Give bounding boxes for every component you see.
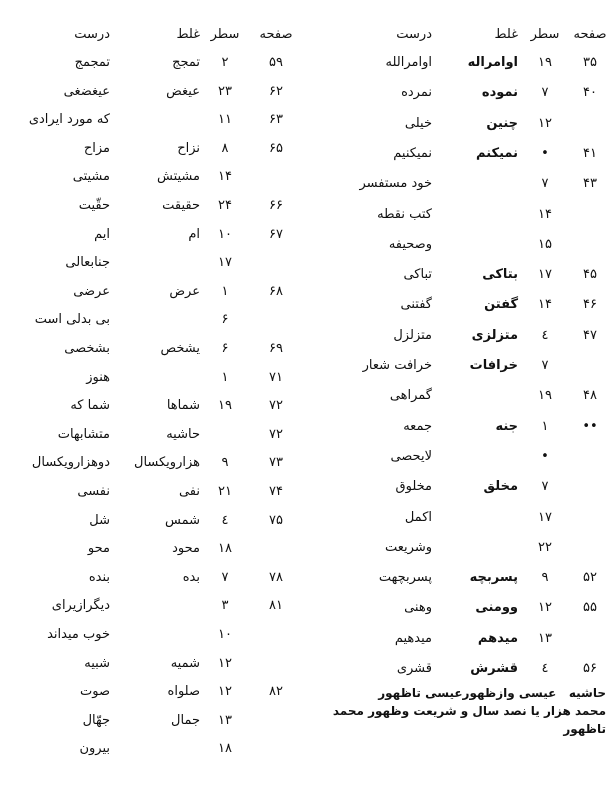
cell-wrong: حاشیه [166,426,200,442]
errata-table-right [304,0,608,800]
cell-correct: اوامرالله [385,55,432,70]
cell-page: ۸۲ [269,684,283,700]
cell-correct: کتب نقطه [377,206,432,222]
errata-table-left [4,0,304,800]
cell-page: ۷۵ [269,512,283,528]
cell-page: ۸۱ [269,598,283,614]
table-row [4,334,304,364]
cell-wrong: خرافات [469,358,518,373]
cell-correct: بیرون [79,741,110,757]
table-row [4,420,304,450]
cell-page: ۷۲ [269,426,283,442]
cell-line: • [541,145,549,161]
cell-line: ۱۴ [538,297,552,313]
cell-line: ۱۱ [218,112,232,128]
cell-wrong: هزارویکسال [134,455,200,471]
cell-wrong: پسربچه [469,570,518,586]
cell-correct: جنابعالی [65,255,110,271]
cell-correct: بشخصی [64,341,110,356]
cell-line: ۲۲ [538,539,552,555]
cell-page: ۷۳ [269,455,283,471]
cell-correct: تباکی [403,267,432,283]
cell-correct: متشابهات [57,426,110,442]
cell-line: ۹ [221,455,229,471]
header-wrong: غلط [176,27,200,42]
cell-wrong: چنین [486,115,518,131]
table-row [304,563,608,593]
cell-page: •• [582,418,598,434]
cell-line: ۸ [221,140,229,156]
cell-line: ۱ [221,369,229,385]
cell-correct: هنوز [86,369,110,385]
cell-page: ۷۸ [269,569,283,585]
cell-wrong: متزلزی [471,327,518,343]
cell-page: ۵۶ [583,661,597,676]
cell-line: ۱۲ [218,684,232,700]
cell-page: ۴۷ [583,327,597,343]
table-row [304,472,608,502]
cell-wrong: نمیکنم [476,145,518,161]
cell-wrong: نزاح [177,140,200,156]
cell-correct: جمعه [403,418,432,434]
cell-correct: شل [89,512,110,528]
cell-correct: وهنی [404,600,432,616]
cell-page: ۶۷ [269,226,283,242]
cell-wrong: مشیتش [157,169,200,185]
cell-line: ۶ [221,341,229,356]
cell-line: ۱۲ [538,600,552,616]
cell-wrong: شمیه [170,655,200,671]
cell-wrong: مخلق [483,479,518,495]
cell-line: ۱۲ [218,655,232,671]
cell-page: ۶۵ [269,140,283,156]
table-row [304,230,608,260]
table-row [4,191,304,221]
cell-line: ۲۱ [218,484,232,499]
cell-line: ٤ [221,512,229,528]
cell-line: ۲ [221,55,229,70]
cell-correct: قشری [396,661,432,676]
cell-correct: وشریعت [385,539,432,555]
header-page: صفحه [573,27,607,42]
cell-line: ۷ [541,85,549,101]
header-correct: درست [74,27,110,42]
cell-correct: دوهزارویکسال [31,455,110,471]
cell-wrong: گفتن [484,297,518,313]
cell-wrong: عرض [169,283,200,299]
cell-line: ۱۴ [538,206,552,222]
cell-line: ۱۷ [538,509,552,525]
table-row [4,734,304,764]
table-row [4,591,304,621]
cell-line: ۹ [541,570,549,586]
cell-page: ۶۶ [269,198,283,213]
footnote-line-1: عیسی وازظهورعیسی تاظهور [378,686,557,700]
cell-line: ۶ [221,312,229,328]
table-row [4,248,304,278]
cell-wrong: نفی [178,484,200,499]
table-row [4,563,304,593]
cell-line: ٤ [541,327,549,343]
cell-line: ۱۲ [538,115,552,131]
cell-line: ۷ [541,479,549,495]
cell-line: ۱۸ [218,541,232,557]
cell-correct: تمجمج [74,55,110,70]
table-row [4,620,304,650]
table-row [304,109,608,139]
cell-page: ۴۳ [583,176,597,192]
cell-wrong: شماها [166,398,200,414]
cell-line: ۲۴ [218,198,232,213]
cell-wrong: قشرش [470,661,518,676]
cell-page: ۶۲ [269,83,283,99]
cell-line: ۱ [541,418,549,434]
table-row [304,533,608,563]
cell-page: ۴۶ [583,297,597,313]
table-row [304,593,608,623]
cell-page: ۵۹ [269,55,283,70]
table-row [304,412,608,442]
cell-page: ۶۳ [269,112,283,128]
cell-page: ۶۹ [269,341,283,356]
table-row [304,139,608,169]
cell-correct: خرافت شعار [362,358,432,373]
cell-correct: خیلی [404,115,432,131]
table-row [4,506,304,536]
cell-wrong: یشخص [160,341,200,356]
table-row [4,77,304,107]
cell-correct: که مورد ایرادی [28,112,110,128]
table-row [304,290,608,320]
cell-page: ۷۴ [269,484,283,499]
cell-line: ۱۹ [538,388,552,404]
cell-line: ۱۳ [538,630,552,646]
cell-wrong: بتاکی [482,267,518,283]
cell-correct: عیغضغی [63,83,110,99]
cell-line: ۱۴ [218,169,232,185]
cell-correct: پسربچهت [378,570,432,586]
table-row [304,624,608,654]
cell-line: ۷ [221,569,229,585]
table-row [4,477,304,507]
cell-correct: صوت [80,684,110,700]
cell-wrong: میدهم [477,630,518,646]
cell-line: ۷ [541,176,549,192]
cell-wrong: جنه [495,418,518,434]
table-row [304,321,608,351]
table-row [4,391,304,421]
table-row [304,654,608,684]
cell-correct: دیگرازیرای [51,598,110,614]
cell-correct: اکمل [404,509,432,525]
cell-correct: مخلوق [395,479,432,495]
table-row [304,78,608,108]
cell-line: ۳ [221,598,229,614]
table-row [4,305,304,335]
cell-line: ۱۷ [538,267,552,283]
cell-line: ۲۳ [218,83,232,99]
cell-line: ٤ [541,661,549,676]
footnote-label: حاشیه [568,686,606,700]
table-row [304,442,608,472]
cell-wrong: جمال [171,712,200,728]
header-page: صفحه [259,27,293,42]
cell-wrong: صلواه [167,684,200,700]
cell-page: ۷۱ [269,369,283,385]
table-row [4,220,304,250]
cell-line: • [541,448,549,464]
cell-correct: عرضی [73,283,110,299]
cell-page: ۵۵ [583,600,597,616]
table-row [304,48,608,78]
cell-line: ۱۳ [218,712,232,728]
table-row [4,448,304,478]
table-row [304,260,608,290]
cell-wrong: حقیقت [162,198,200,213]
cell-correct: حقّیت [78,198,110,213]
cell-correct: متزلزل [393,327,432,343]
cell-correct: نمرده [401,85,432,101]
table-row [4,534,304,564]
footnote-line-2: محمد هزار یا نصد سال و شریعت وظهور محمد تاظهور [332,704,606,736]
cell-page: ۵۲ [583,570,597,586]
cell-correct: مشیتی [72,169,110,185]
cell-correct: نمیکنیم [393,145,432,161]
table-header [304,20,608,50]
table-row [304,503,608,533]
cell-wrong: عیغض [166,83,200,99]
cell-correct: ایم [94,226,110,242]
header-correct: درست [396,27,432,42]
cell-correct: جهّال [82,712,110,728]
cell-correct: وصحیفه [388,236,432,252]
cell-wrong: شمس [165,512,200,528]
header-wrong: غلط [494,27,518,42]
table-row [304,381,608,411]
cell-correct: خود مستفسر [359,176,432,192]
cell-correct: خوب میداند [47,627,110,642]
cell-page: ۶۸ [269,283,283,299]
table-row [4,162,304,192]
table-row [4,48,304,78]
cell-page: ۳۵ [583,55,597,70]
cell-line: ۱ [221,283,229,299]
cell-correct: لایحصی [390,448,432,464]
cell-line: ۱۷ [218,255,232,271]
cell-line: ۱۰ [218,627,232,642]
cell-correct: گمراهی [389,388,432,404]
cell-line: ۱۹ [538,55,552,70]
table-row [4,649,304,679]
table-row [4,277,304,307]
table-row [4,706,304,736]
table-row [4,134,304,164]
cell-line: ۱۰ [218,226,232,242]
cell-correct: شبیه [84,655,110,671]
cell-page: ۴۸ [583,388,597,404]
header-line: سطر [530,27,560,42]
cell-page: ۷۲ [269,398,283,414]
cell-page: ۴۱ [583,145,597,161]
table-row [4,677,304,707]
cell-line: ۱۹ [218,398,232,414]
cell-wrong: نموده [481,85,518,101]
table-row [4,105,304,135]
cell-correct: بنده [88,569,110,585]
table-row [304,351,608,381]
cell-line: ۷ [541,358,549,373]
header-line: سطر [210,27,240,42]
cell-page: ۴۵ [583,267,597,283]
footnote [300,684,606,738]
cell-wrong: محود [172,541,200,557]
cell-line: ۱۵ [538,236,552,252]
cell-correct: گفتنی [400,297,432,313]
table-row [304,169,608,199]
cell-page: ۴۰ [583,85,597,101]
table-row [304,200,608,230]
cell-wrong: بده [182,569,200,585]
cell-wrong: وومنی [475,600,518,616]
cell-wrong: اوامراله [467,55,518,70]
table-row [4,363,304,393]
cell-line: ۱۸ [218,741,232,757]
cell-wrong: ام [188,226,200,242]
cell-correct: نفسی [77,484,110,499]
cell-wrong: تمجج [172,55,200,70]
cell-correct: مزاح [83,140,110,156]
cell-correct: شما که [70,398,110,414]
cell-correct: محو [87,541,110,557]
table-header [4,20,304,50]
cell-correct: میدهیم [394,630,432,646]
cell-correct: بی بدلی است [34,312,110,328]
